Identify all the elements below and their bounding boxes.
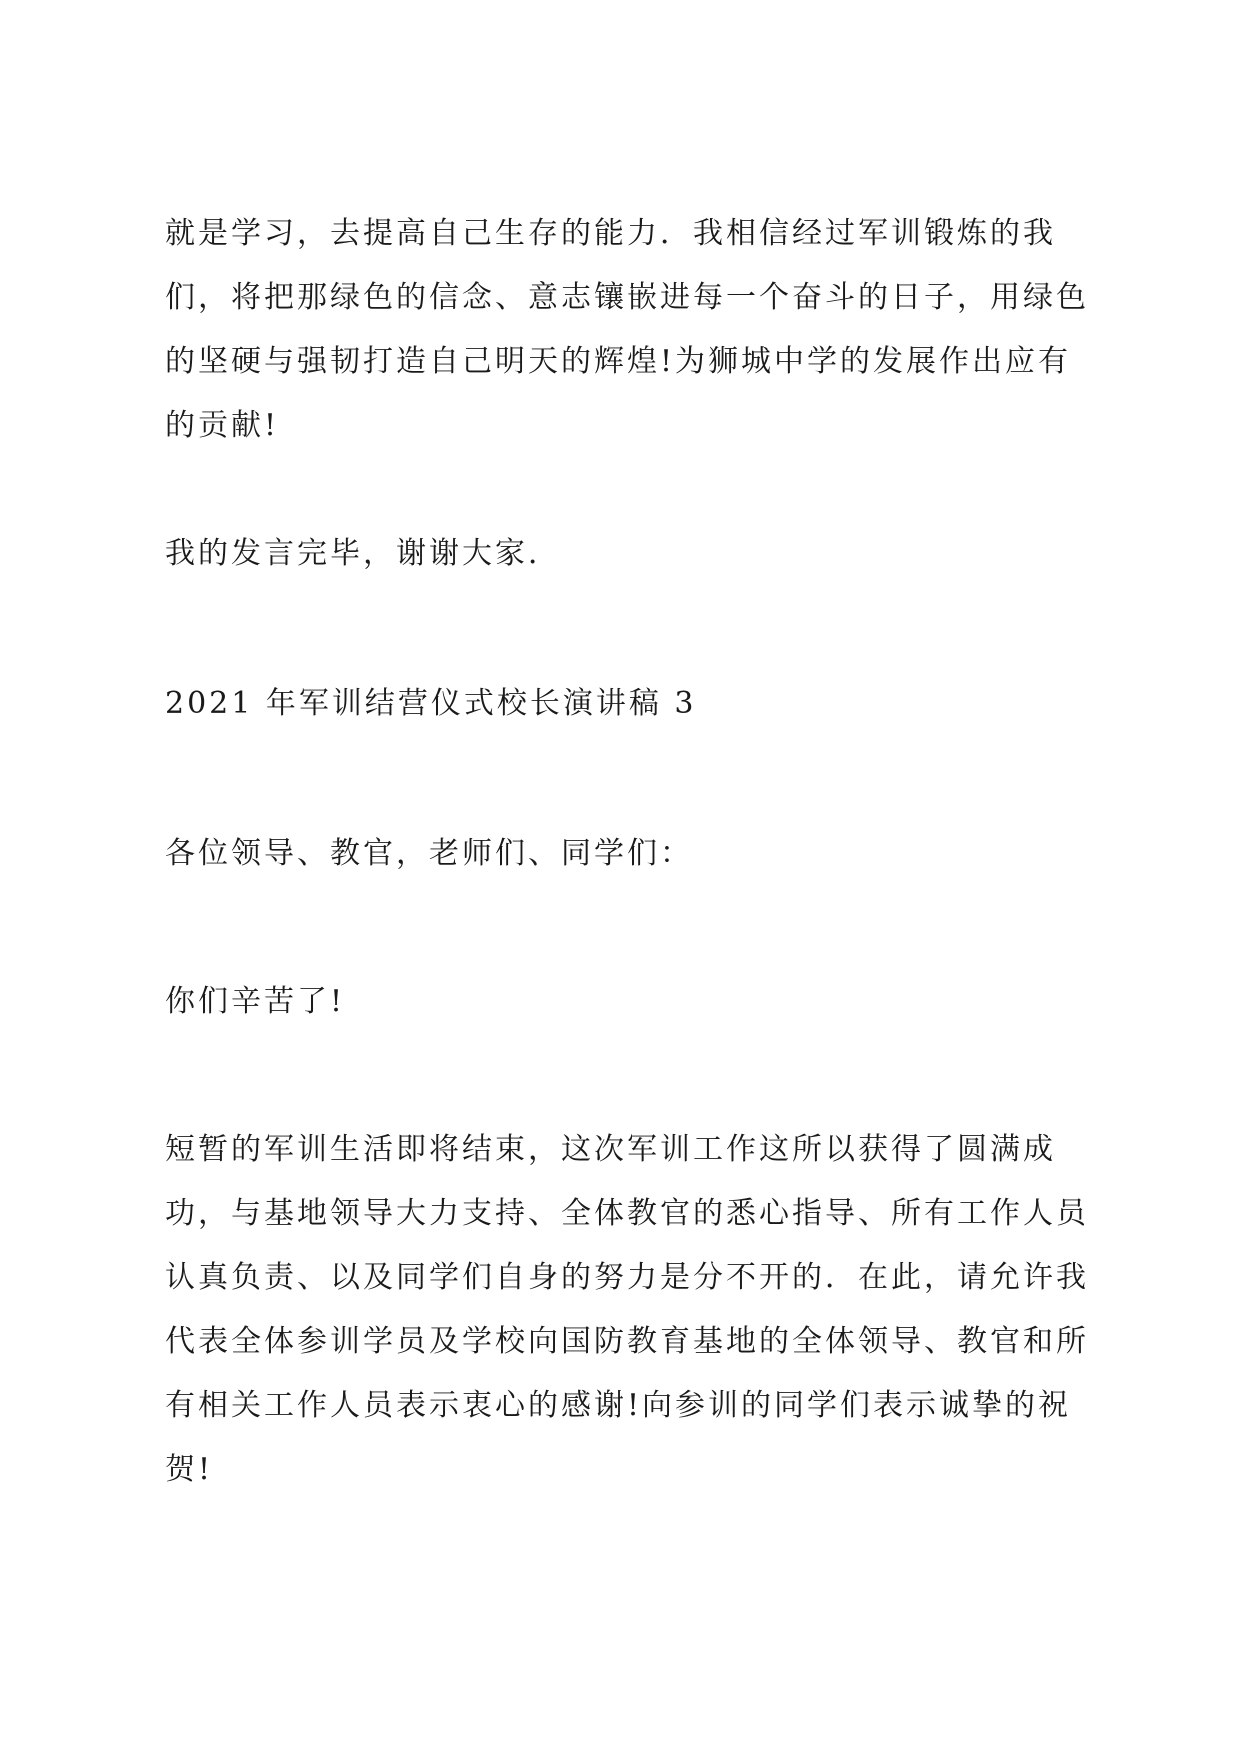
text-line: 贺! <box>165 1452 214 1487</box>
text-line: 你们辛苦了! <box>165 984 346 1019</box>
text-line: 代表全体参训学员及学校向国防教育基地的全体领导、教官和所 <box>165 1324 1089 1359</box>
text-line: 各位领导、教官，老师们、同学们： <box>165 836 693 871</box>
paragraph-speech-end <box>165 522 1100 586</box>
text-line: 我的发言完毕，谢谢大家． <box>165 536 561 571</box>
text-line: 们，将把那绿色的信念、意志镶嵌进每一个奋斗的日子，用绿色 <box>165 280 1089 315</box>
heading-text: 2021 年军训结营仪式校长演讲稿 3 <box>165 686 697 721</box>
section-heading <box>165 672 1100 736</box>
text-line: 就是学习，去提高自己生存的能力．我相信经过军训锻炼的我 <box>165 216 1056 251</box>
text-line: 短暂的军训生活即将结束，这次军训工作这所以获得了圆满成 <box>165 1132 1056 1167</box>
text-line: 认真负责、以及同学们自身的努力是分不开的．在此，请允许我 <box>165 1260 1089 1295</box>
paragraph-closing-hope <box>165 202 1100 458</box>
text-line: 有相关工作人员表示衷心的感谢!向参训的同学们表示诚挚的祝 <box>165 1388 1072 1423</box>
text-line: 的坚硬与强韧打造自己明天的辉煌!为狮城中学的发展作出应有 <box>165 344 1072 379</box>
text-line: 功，与基地领导大力支持、全体教官的悉心指导、所有工作人员 <box>165 1196 1089 1231</box>
paragraph-thanks <box>165 1118 1100 1502</box>
paragraph-greeting <box>165 970 1100 1034</box>
text-line: 的贡献! <box>165 408 280 443</box>
paragraph-salutation <box>165 822 1100 886</box>
